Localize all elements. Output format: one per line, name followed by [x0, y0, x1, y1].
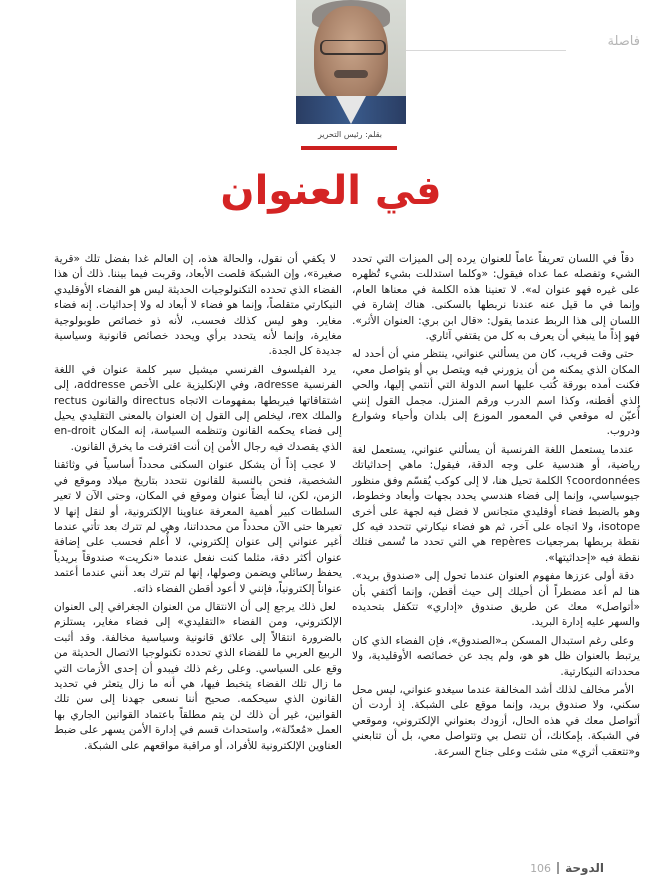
paragraph: وعلى رغم استبدال المسكن بـ«الصندوق»، فإن الفضاء الذي كان يرتبط بالعنوان ظل هو هو، ولم يجد عن خصائصه الأوقليدية، ولا محدداته النيكارتية.	[352, 634, 640, 678]
paragraph: عندما يستعمل اللغة الفرنسية أن يسألني عنواني، يستعمل لغة رياضية، أو هندسية على وجه الدقة، فيقول: ماهي إحداثياتك coordonnées؟ الكلمة تحيل هنا، لا إلى كوكب يُقسّم وفق منظور جيوسياسي، وإنما إلى فضاء هندسي يحدد بجهات وأبعاد وخطوط، وهو بالضبط فضاء أوقليدي متجانس لا فضل فيه لجهة على أخرى isotope، ولا اتجاه على آخر، ثم هو فضاء نيكارتي تتحدد فيه كل نقطة بربطها بمرجعيات repères هي التي تحدد ما تُسمى فتلك نقطة فيه «إحداثيتها».	[352, 443, 640, 564]
paragraph: لا عجب إذاً أن يشكل عنوان السكنى محدداً أساسياً في وثائقنا الشخصية، فنحن بالنسبة للقانون نتحدد بتاريخ ميلاد وموقع في الزمن، لكن، لنا أيضاً عنوان وموقع في المكان، وحتى الآن لا تعير السلطات كبير أهمية المعرفة عناوينا الإلكترونية، أو لنقل إنها لا تعيرها حتى الآن محدداً من محدداتنا، وهي لم تترك بعد تأتي عندما أغير عنواني إلى عنوان إلكتروني، لا أُعلم فحسب على إضافة عنوان أكثر دقة، مثلما كنت نفعل عندما «نكريت» صندوقاً بريدياً يحفظ رسائلي ويضمن وصولها، إنها لم تترك بعد أنني عندما أعتمد عنواناً إلكترونياً، فإنني لا أعود أقطن الفضاء ذاته.	[54, 459, 342, 595]
page-footer	[530, 861, 604, 875]
paragraph: الأمر مخالف لذلك أشد المخالفة عندما سيغدو عنواني، ليس محل سكني، ولا صندوق بريد، وإنما موقع على الشبكة. إذ أردت أن أتواصل معك في هذه الحال، أزودك بعنواني الإلكتروني، وموقعي في الشبكة. بإمكانك، أن تتصل بي وتتواصل معي، بل أن تتابعني و«تتعقب أثري» متى شئت وعلى جناح السرعة.	[352, 683, 640, 758]
author-byline: بقلم: رئيس التحرير	[317, 130, 383, 139]
paragraph: دقاً في اللسان تعريفاً عاماً للعنوان يرده إلى الميزات التي تحدد الشيء وتفصله عما عداه فيقول: «وكلما استدللت بشيء تُظهره على غيره فهو عنوان له». لا تعنينا هذه الكلمة في معناها العام، وإنما في ما قيل عنه عندنا نربطها بالسكنى. هناك إشارة في اللسان إلى هذا الربط عندما يقول: «قال ابن بري: العنوان الأثر». فهو إذاً ما ينبغي أن يعرف به كل من يقتفي آثاري.	[352, 253, 640, 343]
section-label: فاصلة	[607, 34, 640, 49]
footer-separator	[557, 862, 559, 874]
right-column	[352, 252, 640, 763]
author-photo	[296, 0, 406, 124]
paragraph: دقة أولى عززها مفهوم العنوان عندما تحول إلى «صندوق بريد». هنا لم أعد مضطراً أن أحيلك إلى حيث أقطن، وإنما أكتفي بأن «أتواصل» معك عن طريق صندوق «إداري» تتكفل بتحديده والسهر عليه إدارة البريد.	[352, 570, 640, 629]
paragraph: لعل ذلك يرجع إلى أن الانتقال من العنوان الجغرافي إلى العنوان الإلكتروني، ومن الفضاء «التقليدي» إلى فضاء مغاير، يستلزم بالضرورة انتقالاً إلى علائق قانونية وسياسية مخالفة. وقد أثبت الربيع العربي ما للفضاء الذي تحدده تكنولوجيا الاتصال الحديثة من وقع على السياسي. وعلى رغم ذلك فيبدو أن إحدى الأزمات التي ما زال تلك الفضاء يتخبط فيها، هي أنه ما زال يتعثر في تحديد القانون الذي سيحكمه. صحيح أننا نسعى جهدنا إلى سن تلك القوانين، غير أن ذلك لن يتم مطلقاً باعتماد القوانين الجاري بها العمل «مُعدّلة»، واستحداث قسم في إدارة الأمن يسهر على ضبط العناوين الإلكترونية للأفراد، أو مراقبة مواقعهم على الشبكة.	[54, 600, 342, 752]
paragraph: يرد الفيلسوف الفرنسي ميشيل سير كلمة عنوان في اللغة الفرنسية adresse، وفي الإنكليزية على الأخص addresse، إلى اشتقاقاتها فيربطها بمفهومات الاتجاه directus والقانون rectus والملك rex، ليخلص إلى القول إن العنوان بالمعنى التقليدي يحيل إلى فضاء يحكمه القانون وتنظمه السياسة، إنه المكان en-droit الذي يقصدك فيه رجال الأمن إن أنت اقترفت ما يخرق القانون.	[54, 363, 342, 453]
article-title: في العنوان	[220, 168, 442, 214]
left-column	[54, 252, 342, 757]
page-number: 106	[530, 861, 552, 875]
byline-red-rule	[301, 146, 397, 150]
paragraph: لا يكفي أن نقول، والحالة هذه، إن العالم غدا بفضل تلك «قرية صغيرة»، وإن الشبكة قلصت الأبعاد، وقربت فيما بيننا. ذلك أن هذا الفضاء الذي تحدده التكنولوجيات الحديثة ليس هو الفضاء الأوقليدي النيكارتي متقلصاً، وإنما هو فضاء لا أبعاد له ولا إحداثيات. إنه فضاء مغاير. وهو ليس كذلك فحسب، لأنه ذو خصائص طوبولوجية مغايرة، وإنما لأنه يتحدد برأي ويحدد خصائص قانونية وسياسية جديدة كل الجدة.	[54, 253, 342, 358]
paragraph: حتى وقت قريب، كان من يسألني عنواني، ينتظر مني أن أحدد له المكان الذي يمكنه من أن يزورني فيه ويتصل بي أو يتواصل معي، فكنت أمده بورقة كُتب عليها اسم الدولة التي أنتمي إليها، والحي الذي أقطنه، وكذا اسم الدرب ورقم المنزل. مجمل القول إنني أُعيّن له موقعي في المعمور الموزع إلى بلدان وأحياء وشوارع ودروب.	[352, 348, 640, 438]
magazine-name: الدوحة	[565, 861, 604, 875]
